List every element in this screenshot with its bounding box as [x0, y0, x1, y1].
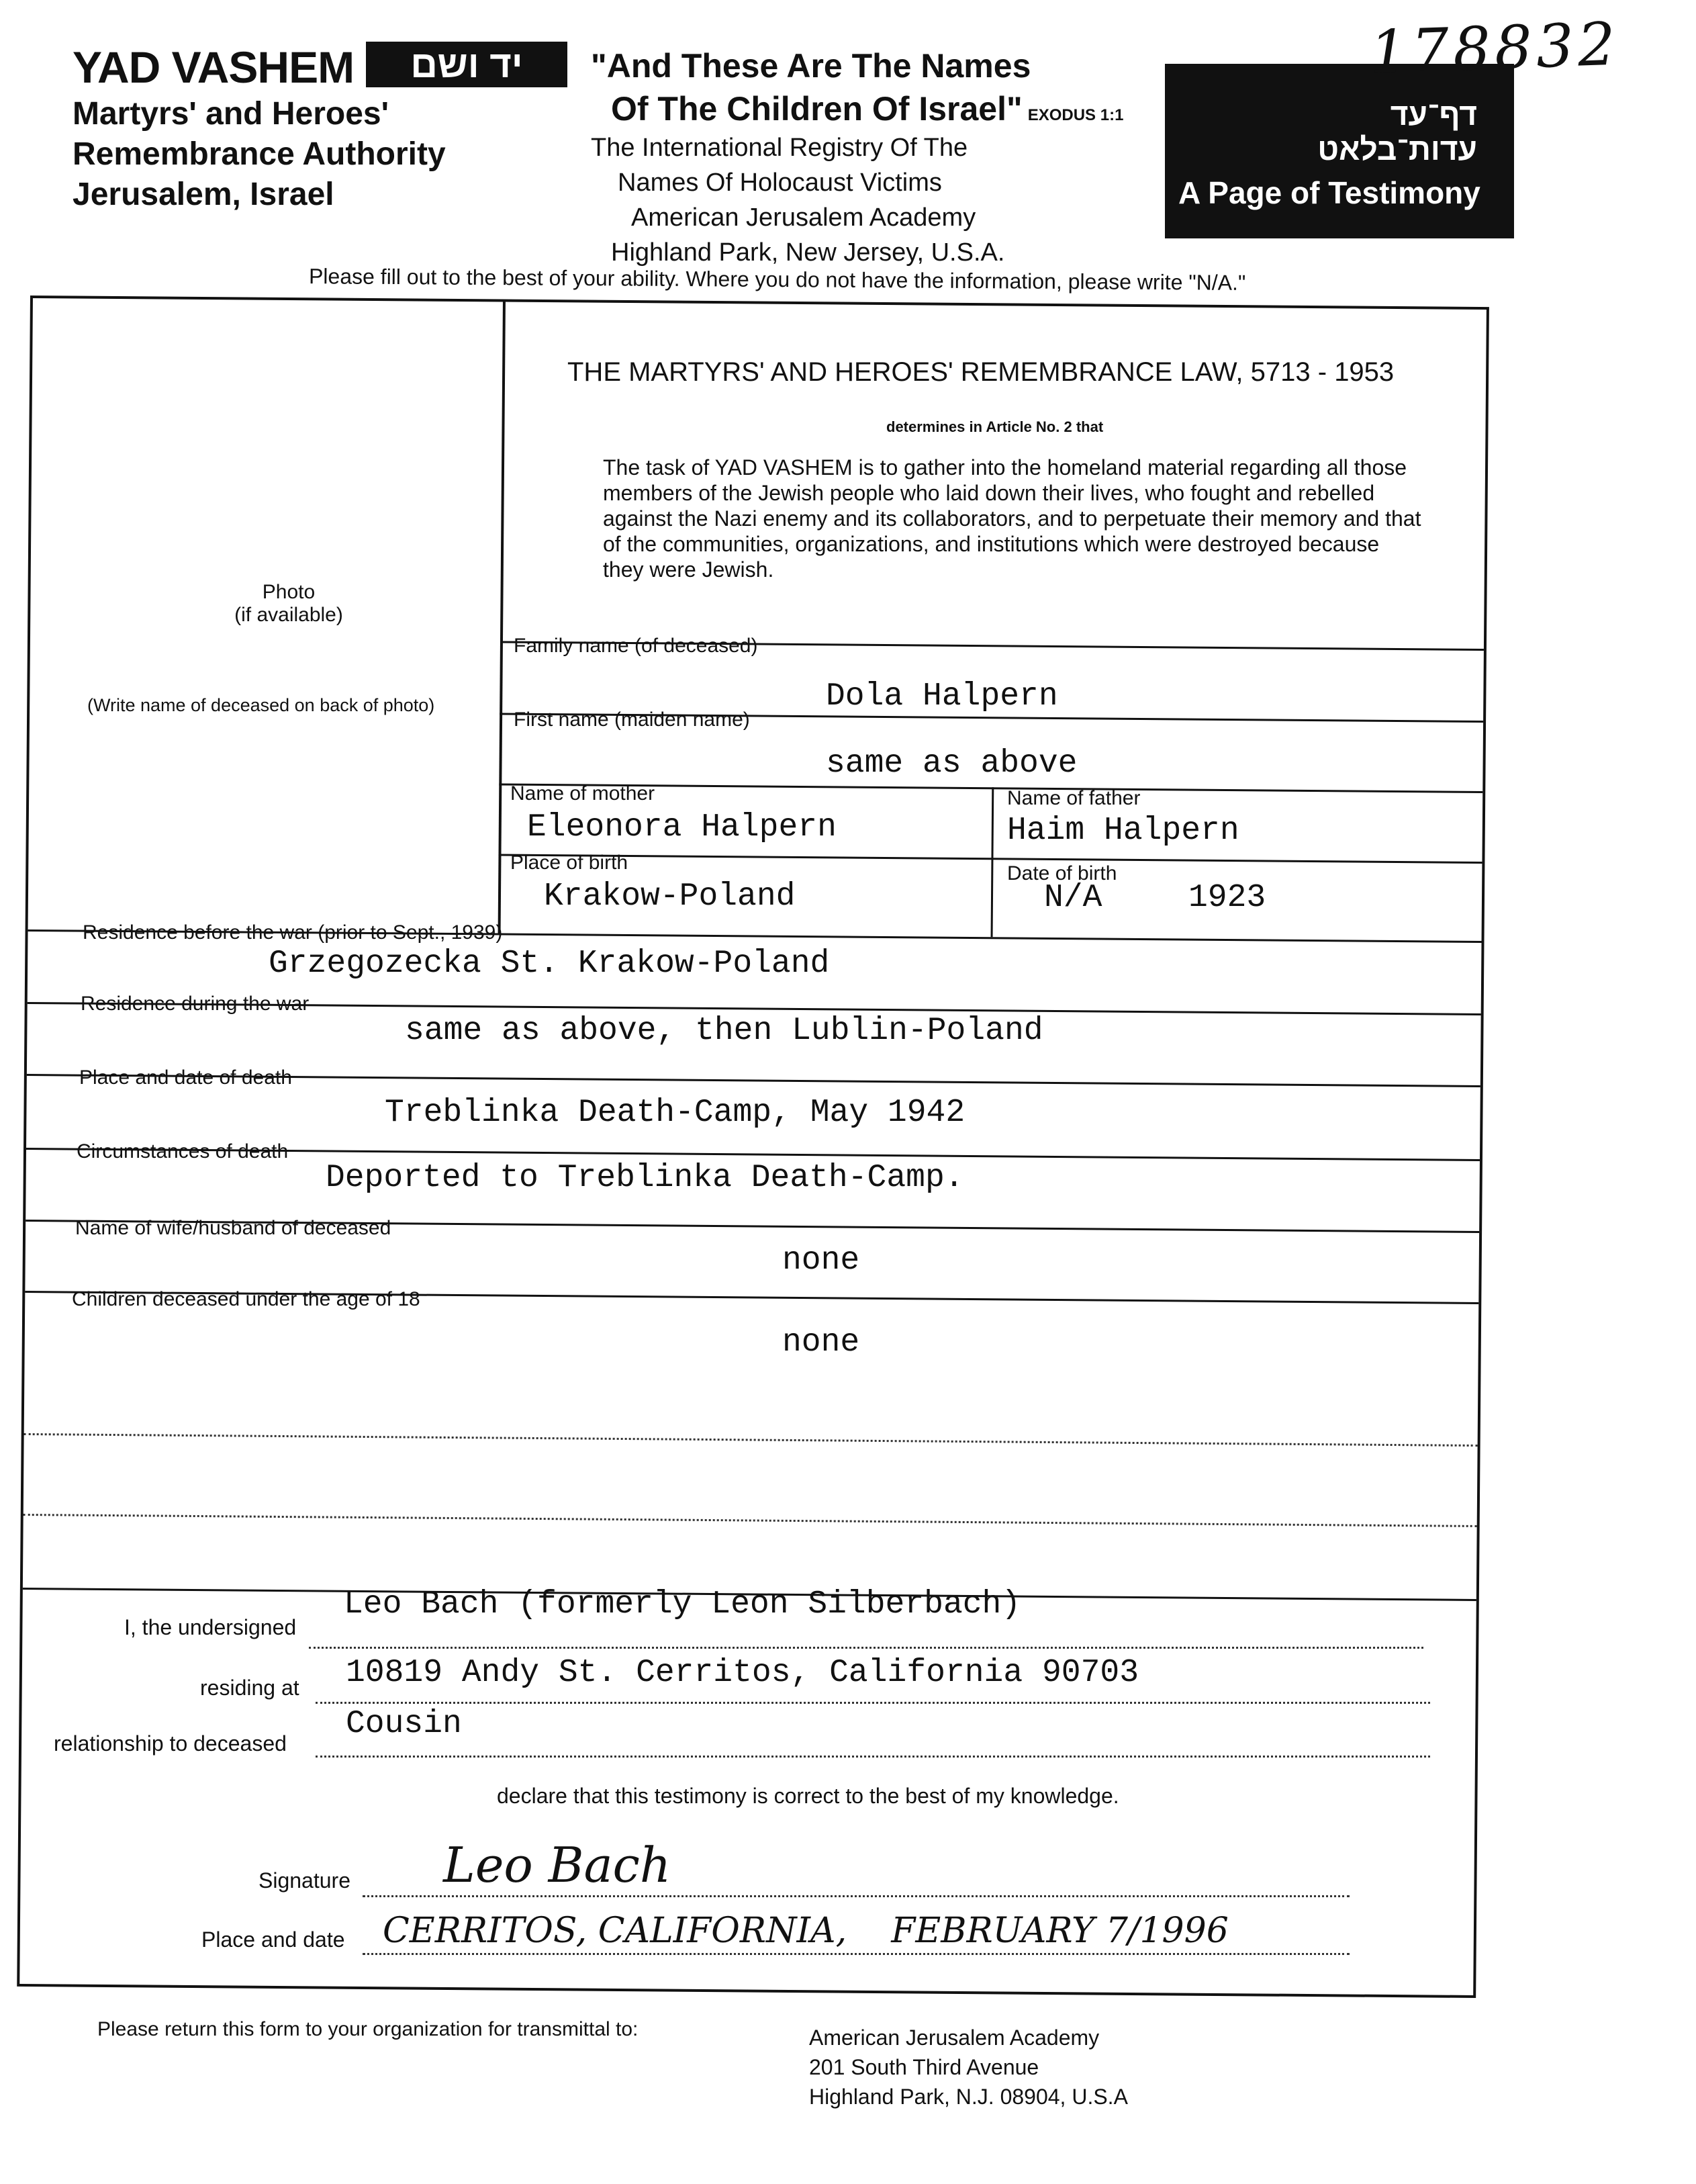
- org-line: Remembrance Authority: [73, 136, 446, 172]
- registry-line: Names Of Holocaust Victims: [618, 169, 942, 197]
- dotted-line: [316, 1756, 1430, 1758]
- yad-vashem-logo-text: YAD VASHEM: [73, 42, 355, 92]
- quote-line-1: "And These Are The Names: [591, 47, 1031, 85]
- father-name-value[interactable]: Haim Halpern: [1007, 813, 1239, 849]
- law-subtitle: determines in Article No. 2 that: [886, 418, 1104, 435]
- dotted-line: [24, 1433, 1478, 1447]
- place-date-label: Place and date: [201, 1927, 345, 1952]
- place-date-value[interactable]: CERRITOS, CALIFORNIA, FEBRUARY 7/1996: [383, 1911, 1229, 1951]
- photo-label: Photo: [262, 581, 316, 603]
- residence-during-label: Residence during the war: [81, 993, 310, 1015]
- mother-name-label: Name of mother: [510, 782, 655, 805]
- birth-date-label: Date of birth: [1007, 862, 1117, 884]
- dotted-line: [23, 1514, 1477, 1527]
- death-circumstances-value[interactable]: Deported to Treblinka Death-Camp.: [326, 1160, 964, 1196]
- children-value[interactable]: none: [782, 1324, 860, 1361]
- law-text: The task of YAD VASHEM is to gather into the homeland material regarding all those members of the Jewish people who laid down their lives, who fought and rebelled against the Nazi enemy and its collaborators, and to perpetuate their memory and that of the communities, organizations, and institutions which were destroyed because they were Jewish.: [603, 455, 1421, 582]
- birth-place-label: Place of birth: [510, 852, 628, 874]
- registry-line: Highland Park, New Jersey, U.S.A.: [611, 238, 1005, 267]
- death-place-date-value[interactable]: Treblinka Death-Camp, May 1942: [385, 1095, 965, 1131]
- death-place-date-label: Place and date of death: [79, 1066, 292, 1089]
- registry-line: The International Registry Of The: [591, 134, 968, 162]
- residence-before-label: Residence before the war (prior to Sept., 1939): [83, 921, 503, 944]
- address-line: Highland Park, N.J. 08904, U.S.A: [809, 2085, 1128, 2109]
- return-instructions: Please return this form to your organization for transmittal to:: [97, 2018, 639, 2040]
- undersigned-value[interactable]: Leo Bach (formerly Leon Silberbach): [344, 1586, 1021, 1623]
- father-name-label: Name of father: [1007, 787, 1141, 809]
- divider: [991, 787, 994, 937]
- quote-line-2: Of The Children Of Israel": [611, 90, 1023, 128]
- declaration-text: declare that this testimony is correct to the best of my knowledge.: [497, 1784, 1119, 1808]
- organization-name: [73, 94, 446, 215]
- family-name-value[interactable]: Dola Halpern: [826, 678, 1058, 715]
- quote-heading: [591, 44, 1168, 137]
- dotted-line: [316, 1702, 1430, 1704]
- box-english-title: A Page of Testimony: [1178, 175, 1480, 210]
- residence-before-value[interactable]: Grzegozecka St. Krakow-Poland: [269, 946, 830, 982]
- first-name-value[interactable]: same as above: [826, 745, 1078, 782]
- signature-label: Signature: [258, 1868, 350, 1893]
- signature[interactable]: Leo Bach: [443, 1837, 671, 1893]
- dotted-line: [363, 1953, 1350, 1955]
- dotted-line: [309, 1647, 1423, 1649]
- org-line: Jerusalem, Israel: [73, 177, 334, 212]
- family-name-label: Family name (of deceased): [514, 635, 758, 657]
- relationship-label: relationship to deceased: [54, 1731, 287, 1756]
- photo-placeholder-label: [81, 581, 497, 627]
- relationship-value[interactable]: Cousin: [346, 1706, 462, 1742]
- page-of-testimony-box: [1165, 64, 1514, 238]
- spouse-value[interactable]: none: [782, 1242, 860, 1279]
- dotted-line: [363, 1895, 1350, 1897]
- address-line: American Jerusalem Academy: [809, 2026, 1100, 2050]
- divider: [498, 854, 1482, 864]
- photo-availability: (if available): [234, 604, 343, 626]
- residing-label: residing at: [200, 1676, 299, 1700]
- address-line: 201 South Third Avenue: [809, 2055, 1039, 2079]
- handwritten-record-number: 178832: [1368, 9, 1621, 87]
- first-name-label: First name (maiden name): [514, 709, 750, 731]
- org-line: Martyrs' and Heroes': [73, 96, 389, 132]
- birth-place-value[interactable]: Krakow-Poland: [544, 878, 796, 915]
- children-label: Children deceased under the age of 18: [72, 1288, 420, 1310]
- registry-info: [591, 130, 1128, 270]
- residing-value[interactable]: 10819 Andy St. Cerritos, California 90703: [346, 1655, 1139, 1691]
- box-hebrew-title: דף־עד: [1390, 97, 1477, 132]
- residence-during-value[interactable]: same as above, then Lublin-Poland: [405, 1013, 1043, 1049]
- mother-name-value[interactable]: Eleonora Halpern: [527, 809, 837, 846]
- return-address: [809, 2023, 1128, 2111]
- birth-date-value-year[interactable]: 1923: [1188, 880, 1266, 916]
- law-title: THE MARTYRS' AND HEROES' REMEMBRANCE LAW, 5713 - 1953: [567, 357, 1395, 387]
- death-circumstances-label: Circumstances of death: [77, 1140, 289, 1163]
- spouse-label: Name of wife/husband of deceased: [75, 1217, 391, 1239]
- quote-line-2-wrap: [591, 87, 1168, 137]
- yad-vashem-logo-hebrew: יד ושם: [366, 42, 567, 87]
- fill-instructions: Please fill out to the best of your ability. Where you do not have the information, please write "N/A.": [308, 264, 1246, 295]
- photo-column-divider: [498, 302, 506, 934]
- box-yiddish-title: עדות־בלאט: [1317, 132, 1477, 167]
- photo-note: (Write name of deceased on back of photo): [87, 695, 435, 715]
- registry-line: American Jerusalem Academy: [631, 203, 976, 232]
- quote-reference: EXODUS 1:1: [1027, 106, 1124, 124]
- birth-date-value-na[interactable]: N/A: [1044, 880, 1102, 916]
- undersigned-label: I, the undersigned: [124, 1615, 297, 1639]
